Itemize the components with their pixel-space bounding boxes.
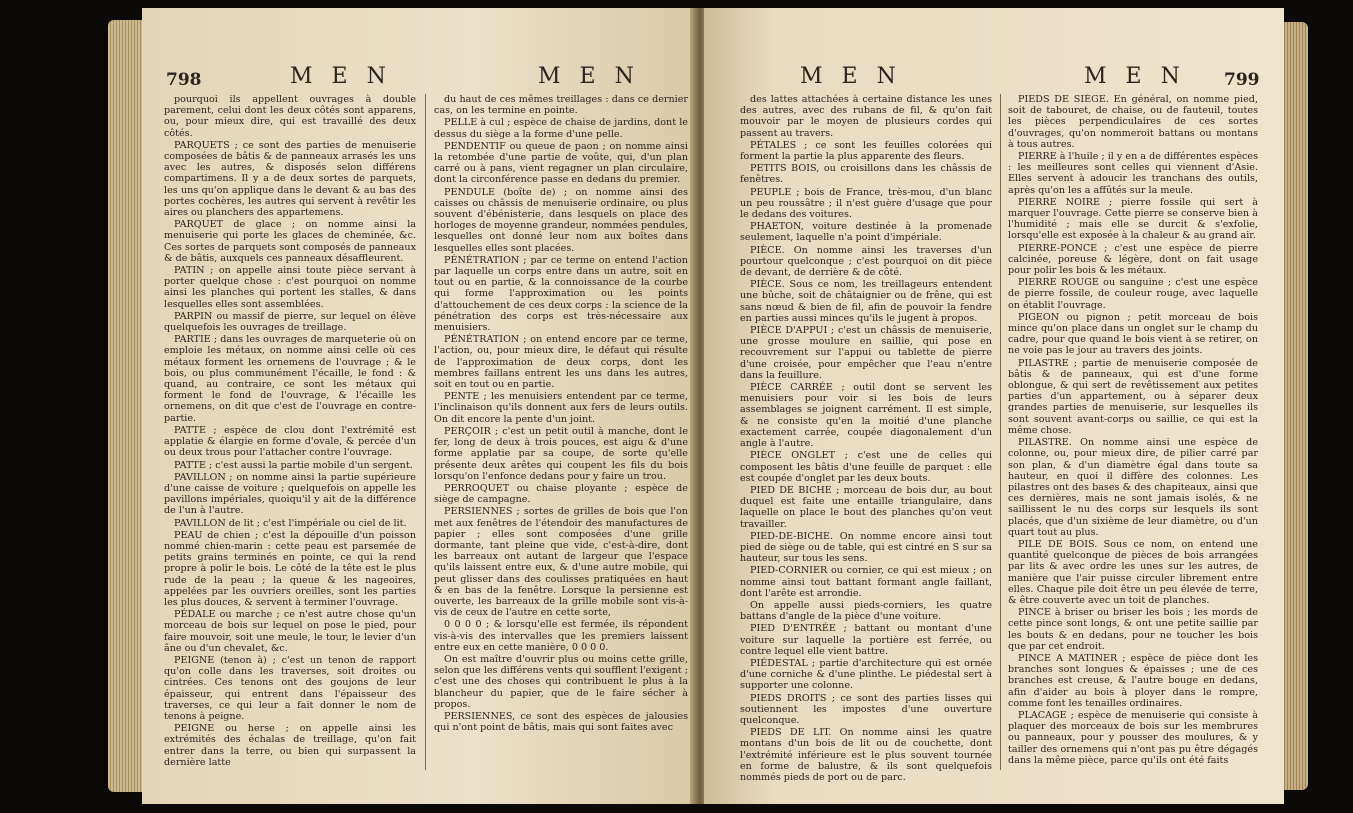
dictionary-entry: PÉDALE ou marche ; ce n'est autre chose qu'un morceau de bois sur lequel on pose le pied, pour faire mouvoir, soit une meule, le tour, le levier d'un âne ou d'un chevalet, &c. [164, 609, 416, 654]
dictionary-entry: PIÈCE CARRÉE ; outil dont se servent les menuisiers pour voir si les bois de leurs assemblages se joignent carrément. Il est simple, & ne consiste qu'en la moitié d'une planche exactement carrée, coupée diagonalement d'un angle à l'autre. [740, 382, 992, 450]
dictionary-entry: PARQUET de glace ; on nomme ainsi la menuiserie qui porte les glaces de cheminée, &c. Ces sortes de parquets sont composés de panneaux & de bâtis, auxquels ces panneaux désaffleurent. [164, 219, 416, 264]
dictionary-entry: PATTE ; espèce de clou dont l'extrémité est applatie & élargie en forme d'ovale, & percée d'un ou deux trous pour l'attacher contre l'ouvrage. [164, 424, 416, 459]
dictionary-entry: PENDENTIF ou queue de paon ; on nomme ainsi la retombée d'une partie de voûte, qui, d'un plan carré ou à pans, vient regagner un plan circulaire, dont la circonférence passe en dedans du premier. [434, 140, 688, 186]
dictionary-entry: PARPIN ou massif de pierre, sur lequel on élève quelquefois les ouvrages de treillage. [164, 310, 416, 334]
right-page-column-2 [1008, 94, 1258, 784]
dictionary-entry: PIÈCE. On nomme ainsi les traverses d'un pourtour quelconque ; c'est pourquoi on dit pièce de devant, de derrière & de côté. [740, 244, 992, 279]
dictionary-entry: PERÇOIR ; c'est un petit outil à manche, dont le fer, long de deux à trois pouces, est aigu & d'une forme applatie par sa coupe, de sorte qu'elle présente deux arêtes qui coupent les fils du bois lorsqu'on l'enfonce dedans pour y faire un trou. [434, 425, 688, 482]
dictionary-entry: des lattes attachées à certaine distance les unes des autres, avec des rubans de fil, & qu'on fait mouvoir par le moyen de plusieurs cordes qui passent au travers. [740, 94, 992, 139]
dictionary-entry: PLACAGE ; espèce de menuiserie qui consiste à plaquer des morceaux de bois sur les membrures ou panneaux, pour y pousser des moulures, & y tailler des ornemens qui n'ont pas pu être dégagés dans la même pièce, parce qu'ils ont été faits [1008, 709, 1258, 766]
dictionary-entry: PEIGNE (tenon à) ; c'est un tenon de rapport qu'on colle dans les traverses, soit droites ou cintrées. Ces tenons ont des goujons de leur épaisseur, qui entrent dans l'épaisseur des traverses, ce qui leur a fait donner le nom de tenons à peigne. [164, 654, 416, 722]
dictionary-entry: PÉNÉTRATION ; par ce terme on entend l'action par laquelle un corps entre dans un autre, soit en tout ou en partie, & la connoissance de la courbe qui forme l'approximation ou les points d'attouchement de ces deux corps : la science de la pénétration des corps est très-nécessaire aux menuisiers. [434, 254, 688, 334]
dictionary-entry: PEAU de chien ; c'est la dépouille d'un poisson nommé chien-marin : cette peau est parsemée de petits grains terminés en pointe, ce qui la rend propre à polir le bois. Le côté de la tête est le plus rude de la peau ; la queue & les nageoires, appelées par les ouvriers oreilles, sont les parties les plus douces, & servent à terminer l'ouvrage. [164, 529, 416, 608]
left-page-column-1 [164, 94, 416, 784]
dictionary-entry: PIÉDESTAL ; partie d'architecture qui est ornée d'une corniche & d'une plinthe. Le piédestal sert à supporter une colonne. [740, 657, 992, 692]
dictionary-entry: PENTE ; les menuisiers entendent par ce terme, l'inclinaison qu'ils donnent aux fers de leurs outils. On dit encore la pente d'un joint. [434, 391, 688, 425]
running-head: M E N [538, 64, 640, 89]
dictionary-entry: PIÈCE. Sous ce nom, les treillageurs entendent une bûche, soit de châtaignier ou de frêne, qui est sans nœud & bien de fil, afin de pouvoir la fendre en parties aussi minces qu'ils le jugent à propos. [740, 279, 992, 324]
dictionary-entry: PILASTRE. On nomme ainsi une espèce de colonne, ou, pour mieux dire, de pilier carré par son plan, & d'un diamètre égal dans toute sa hauteur, en quoi il diffère des colonnes. Les pilastres ont des bases & des chapiteaux, ainsi que ces dernières, mais ne sont jamais isolés, & ne saillissent le nu des corps sur lesquels ils sont placés, que d'un sixième de leur diamètre, ou d'un quart tout au plus. [1008, 437, 1258, 538]
dictionary-entry: PAVILLON ; on nomme ainsi la partie supérieure d'une caisse de voiture ; quelquefois on appelle les pavillons impériales, quoiqu'il y ait de la différence de l'un à l'autre. [164, 471, 416, 517]
page-edges-right [1282, 22, 1308, 790]
dictionary-entry: du haut de ces mêmes treillages : dans ce dernier cas, on les termine en pointe. [434, 94, 688, 117]
dictionary-entry: PENDULE (boîte de) ; on nomme ainsi des caisses ou châssis de menuiserie ordinaire, ou plus souvent d'ébénisterie, dans lesquels on place des horloges de moyenne grandeur, nommées pendules, lesquelles ont donné leur nom aux boîtes dans lesquelles elles sont placées. [434, 186, 688, 254]
dictionary-entry: PIED D'ENTRÉE ; battant ou montant d'une voiture sur laquelle la portière est ferrée, ou contre lequel elle vient battre. [740, 623, 992, 657]
right-page-column-1 [740, 94, 992, 784]
background-edge [1315, 0, 1353, 813]
dictionary-entry: PIED-CORNIER ou cornier, ce qui est mieux ; on nomme ainsi tout battant formant angle faillant, dont l'arête est arrondie. [740, 565, 992, 599]
dictionary-entry: 0 0 0 0 ; & lorsqu'elle est fermée, ils répondent vis-à-vis des intervalles que les premiers laissent entre eux en cette manière, 0 0 0 0. [434, 619, 688, 653]
dictionary-entry: PIÈCE D'APPUI ; c'est un châssis de menuiserie, une grosse moulure en saillie, qui pose en recouvrement sur l'appui ou tablette de pierre d'une croisée, pour empêcher que l'eau n'entre dans la feuillure. [740, 325, 992, 381]
dictionary-entry: PIEDS DE SIÈGE. En général, on nomme pied, soit de tabouret, de chaise, ou de fauteuil, toutes les pièces perpendiculaires de ces sortes d'ouvrages, qu'on nommeroit battans ou montans à tous autres. [1008, 94, 1258, 150]
column-rule [1000, 94, 1001, 770]
right-page-header [704, 64, 1284, 92]
dictionary-entry: PINCE à briser ou briser les bois ; les mords de cette pince sont longs, & ont une petite saillie par les bouts & en dedans, pour ne toucher les bois que par cet endroit. [1008, 607, 1258, 652]
dictionary-entry: PARQUETS ; ce sont des parties de menuiserie composées de bâtis & de panneaux arrasés les uns avec les autres, & disposés selon différens compartimens. Il y a de deux sortes de parquets, les uns qu'on applique dans le devant & au bas des portes cochères, les autres qui servent à revêtir les aires ou planchers des appartemens. [164, 139, 416, 219]
dictionary-entry: PILE DE BOIS. Sous ce nom, on entend une quantité quelconque de pièces de bois arrangées par lits & avec ordre les unes sur les autres, de manière que l'air puisse circuler librement entre elles. Chaque pile doit être un peu élevée de terre, & être couverte avec un toit de planches. [1008, 538, 1258, 606]
dictionary-entry: PEUPLE ; bois de France, très-mou, d'un blanc un peu roussâtre ; il n'est guère d'usage que pour le dedans des voitures. [740, 186, 992, 221]
dictionary-entry: PIED DE BICHE ; morceau de bois dur, au bout duquel est faite une entaille triangulaire, dans laquelle on place le bout des planches qu'on veut travailler. [740, 484, 992, 530]
dictionary-entry: PARTIE ; dans les ouvrages de marqueterie où on emploie les métaux, on nomme ainsi celle où ces métaux forment les ornemens de l'ouvrage ; & le bois, ou plus communément l'écaille, le fond : & quand, au contraire, ce sont les métaux qui forment le fond de l'ouvrage, & l'écaille les ornemens, on dit que c'est de l'ouvrage en contre-partie. [164, 334, 416, 424]
dictionary-entry: PHAETON, voiture destinée à la promenade seulement, laquelle n'a point d'impériale. [740, 221, 992, 244]
page-number: 799 [1224, 70, 1260, 90]
dictionary-entry: PIED-DE-BICHE. On nomme encore ainsi tout pied de siège ou de table, qui est cintré en S sur sa hauteur, sur tous les sens. [740, 530, 992, 565]
dictionary-entry: PAVILLON de lit ; c'est l'impériale ou ciel de lit. [174, 517, 407, 529]
left-page-header [142, 64, 698, 92]
dictionary-entry: PIERRE ROUGE ou sanguine ; c'est une espèce de pierre fossile, de couleur rouge, avec laquelle on établit l'ouvrage. [1008, 277, 1258, 311]
dictionary-entry: PIÈCE ONGLET ; c'est une de celles qui composent les bâtis d'une feuille de parquet : elle est coupée d'onglet par les deux bouts. [740, 450, 992, 484]
open-book [108, 8, 1308, 804]
dictionary-entry: On est maître d'ouvrir plus ou moins cette grille, selon que les différens vents qui soufflent l'exigent ; c'est une des choses qui contribuent le plus à la blancheur du papier, que de le faire sécher à propos. [434, 653, 688, 710]
dictionary-entry: PERSIENNES ; sortes de grilles de bois que l'on met aux fenêtres de l'étendoir des manufactures de papier ; elles sont composées d'une grille dormante, tant pleine que vide, c'est-à-dire, dont les barreaux ont autant de largeur que l'espace qu'ils laissent entre eux, & d'une autre mobile, qui peut glisser dans des coulisses pratiquées en haut & en bas de la fenêtre. Lorsque la persienne est ouverte, les barreaux de la grille mobile sont vis-à-vis de ceux de l'autre en cette sorte, [434, 506, 688, 619]
dictionary-entry: PELLE à cul ; espèce de chaise de jardins, dont le dessus du siège a la forme d'une pelle. [434, 117, 688, 140]
column-rule [425, 94, 426, 770]
running-head: M E N [800, 64, 902, 89]
dictionary-entry: PEIGNE ou herse ; on appelle ainsi les extrémités des échalas de treillage, qu'on fait entrer dans la terre, ou bien qui surpassent la dernière latte [164, 723, 416, 768]
dictionary-entry: PINCE A MATINER ; espèce de pièce dont les branches sont longues & épaisses ; une de ces branches est creuse, & l'autre bouge en dedans, afin d'aider au bois à ployer dans le rompre, comme font les tenailles ordinaires. [1008, 652, 1258, 709]
dictionary-entry: PATTE ; c'est aussi la partie mobile d'un sergent. [174, 459, 413, 471]
dictionary-entry: PIERRE-PONCE ; c'est une espèce de pierre calcinée, poreuse & légère, dont on fait usage pour polir les bois & les métaux. [1008, 242, 1258, 277]
dictionary-entry: PIERRE NOIRE ; pierre fossile qui sert à marquer l'ouvrage. Cette pierre se conserve bien à l'humidité ; mais elle se durcit & s'exfolie, lorsqu'elle est exposée à la chaleur & au grand air. [1008, 196, 1258, 242]
dictionary-entry: On appelle aussi pieds-corniers, les quatre battans d'angle de la pièce d'une voiture. [740, 599, 992, 623]
dictionary-entry: PETITS BOIS, ou croisillons dans les châssis de fenêtres. [740, 163, 992, 186]
dictionary-entry: PIERRE à l'huile ; il y en a de différentes espèces : les meilleures sont celles qui viennent d'Asie. Elles servent à adoucir les tranchans des outils, après qu'on les a affûtés sur la meule. [1008, 151, 1258, 196]
dictionary-entry: PERROQUET ou chaise ployante ; espèce de siège de campagne. [434, 482, 688, 506]
page-edges-left [108, 20, 146, 792]
dictionary-entry: PATIN ; on appelle ainsi toute pièce servant à porter quelque chose : c'est pourquoi on nomme ainsi les planches qui portent les stalles, & dans lesquelles elles sont assemblées. [164, 265, 416, 310]
dictionary-entry: PÉNÉTRATION ; on entend encore par ce terme, l'action, ou, pour mieux dire, le défaut qui résulte de l'approximation de deux corps, dont les membres faillans entrent les uns dans les autres, soit en tout ou en partie. [434, 334, 688, 391]
running-head: M E N [1084, 64, 1186, 89]
left-page [142, 8, 698, 804]
right-page [704, 8, 1284, 804]
running-head: M E N [290, 64, 392, 89]
dictionary-entry: pourquoi ils appellent ouvrages à double parement, celui dont les deux côtés sont apparens, ou, pour mieux dire, qui est travaillé des deux côtés. [164, 94, 416, 139]
dictionary-entry: PERSIENNES, ce sont des espèces de jalousies qui n'ont point de bâtis, mais qui sont faites avec [434, 710, 688, 734]
dictionary-entry: PIEDS DROITS ; ce sont des parties lisses qui soutiennent les impostes d'une ouverture quelconque. [740, 692, 992, 726]
dictionary-entry: PIGEON ou pignon ; petit morceau de bois mince qu'on place dans un onglet sur le champ du cadre, pour que quand le bois vient à se retirer, on ne voie pas le jour au travers des joints. [1008, 311, 1258, 357]
dictionary-entry: PILASTRE ; partie de menuiserie composée de bâtis & de panneaux, qui est d'une forme oblongue, & qui sert de revêtissement aux petites parties d'un appartement, ou à séparer deux grandes parties de menuiserie, sur lesquelles ils sont souvent avant-corps ou saillie, ce qui est la même chose. [1008, 357, 1258, 436]
dictionary-entry: PIEDS DE LIT. On nomme ainsi les quatre montans d'un bois de lit ou de couchette, dont l'extrémité inférieure est le plus souvent tournée en forme de balustre, & ils sont quelquefois nommés pieds de port ou de parc. [740, 727, 992, 783]
page-number: 798 [166, 70, 202, 90]
dictionary-entry: PÉTALES ; ce sont les feuilles colorées qui forment la partie la plus apparente des fleurs. [740, 139, 992, 163]
left-page-column-2 [434, 94, 688, 784]
